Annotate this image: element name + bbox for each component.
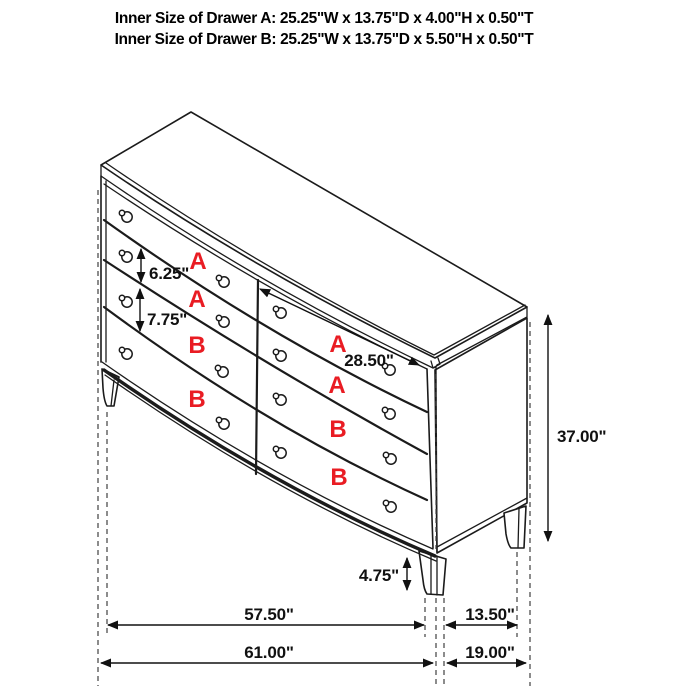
- drawer-a-size-title: Inner Size of Drawer A: 25.25"W x 13.75"D x 4.00"H x 0.50"T: [114, 10, 534, 27]
- dim-label-front-leg-span: 57.50": [244, 605, 294, 624]
- dim-label-overall-width: 61.00": [244, 643, 294, 662]
- drawer-letter-right-2: A: [328, 372, 346, 399]
- dim-label-drawer-a-height: 6.25": [149, 264, 190, 283]
- title-block: [115, 10, 535, 48]
- drawer-letter-right-4: B: [330, 464, 348, 491]
- dim-label-overall-height: 37.00": [557, 427, 607, 446]
- drawer-letter-right-1: A: [329, 331, 347, 358]
- dim-label-side-leg-span: 13.50": [465, 605, 515, 624]
- drawer-letter-left-1: A: [189, 248, 207, 275]
- drawer-letter-left-3: B: [188, 332, 206, 359]
- drawer-letter-left-2: A: [188, 286, 206, 313]
- drawer-letter-right-3: B: [329, 416, 347, 443]
- dim-label-drawer-b-height: 7.75": [147, 310, 188, 329]
- dim-label-right-bank-width: 28.50": [344, 351, 394, 370]
- top-corner-post-cap: [431, 358, 440, 368]
- back-right-leg: [504, 506, 526, 548]
- dim-label-overall-depth: 19.00": [465, 643, 515, 662]
- drawer-letter-left-4: B: [188, 386, 206, 413]
- dim-label-leg-height: 4.75": [358, 566, 399, 585]
- front-right-leg: [419, 551, 446, 595]
- drawer-b-size-title: Inner Size of Drawer B: 25.25"W x 13.75"D x 5.50"H x 0.50"T: [114, 31, 534, 48]
- dresser-drawing: [101, 112, 527, 595]
